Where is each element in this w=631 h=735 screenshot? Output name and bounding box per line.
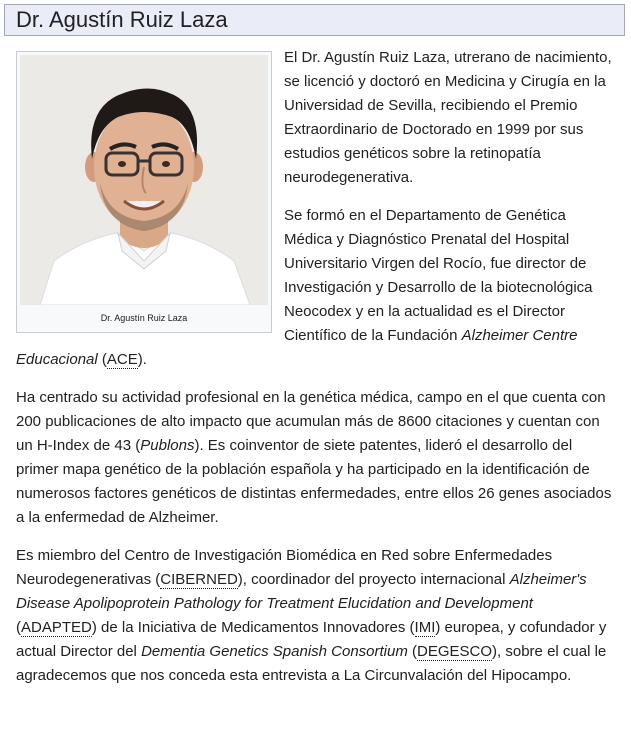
abbr-ciberned[interactable]: CIBERNED [160, 571, 238, 588]
publons-source: Publons [140, 437, 195, 454]
paragraph-3-part-a: Ha centrado su actividad profesional en la genética médica, campo en el que cuenta con 200 publicaciones de alto impacto que acumulan más de 8600 citaciones y cuentan con un H-Index de 43 ( [16, 389, 606, 454]
abbr-degesco[interactable]: DEGESCO [417, 643, 493, 660]
article-title: Dr. Agustín Ruiz Laza [16, 7, 228, 32]
article-body [16, 46, 614, 702]
ace-organization: Alzheimer Centre Educacional [16, 327, 578, 368]
abbr-ace[interactable]: ACE [106, 351, 138, 368]
project-title: Alzheimer's Disease Apolipoprotein Pathology for Treatment Elucidation and Development [16, 571, 587, 612]
portrait-caption: Dr. Agustín Ruiz Laza [100, 313, 188, 323]
paragraph-3-part-b: ). Es coinventor de siete patentes, lideró el desarrollo del primer mapa genético de la población española y ha participado en la identificación de numerosos factores genéticos de distintas enfermedades, entre ellos 26 genes asociados a la enfermedad de Alzheimer. [16, 437, 612, 526]
abbr-imi[interactable]: IMI [414, 619, 436, 636]
paragraph-2-text: Se formó en el Departamento de Genética Médica y Diagnóstico Prenatal del Hospital Universitario Virgen del Rocío, fue director de Investigación y Desarrollo de la biotecnológica Neocodex y en la actualidad es el Director Científico de la Fundación [284, 207, 593, 344]
portrait-photo[interactable] [20, 55, 268, 305]
paragraph-1: El Dr. Agustín Ruiz Laza, utrerano de nacimiento, se licenció y doctoró en Medicina y Cirugía en la Universidad de Sevilla, recibiendo el Premio Extraordinario de Doctorado en 1999 por sus estudios genéticos sobre la retinopatía neurodegenerativa. [284, 49, 612, 186]
paragraph-3 [16, 386, 614, 530]
paren-close: ). [137, 351, 147, 368]
consortium-name: Dementia Genetics Spanish Consortium [141, 643, 408, 660]
paragraph-4-part-c: ( [16, 619, 21, 636]
paragraph-4 [16, 544, 614, 688]
abbr-adapted[interactable]: ADAPTED [21, 619, 92, 636]
paragraph-4-part-a: Es miembro del Centro de Investigación Biomédica en Red sobre Enfermedades Neurodegenerativas ( [16, 547, 553, 588]
paragraph-4-part-g: ), sobre el cual le agradecemos que nos conceda esta entrevista a La Circunvalación del Hipocampo. [16, 643, 607, 684]
portrait-figure[interactable] [16, 51, 272, 333]
portrait-illustration [20, 55, 268, 305]
paragraph-4-part-d: ) de la Iniciativa de Medicamentos Innovadores ( [91, 619, 415, 636]
paragraph-4-part-f: ( [407, 643, 418, 660]
paragraph-4-part-b: ), coordinador del proyecto internacional [237, 571, 510, 588]
paragraph-4-part-e: ) europea, y cofundador y actual Director del [16, 619, 607, 660]
article-header [4, 4, 625, 36]
paren-open: ( [97, 351, 107, 368]
